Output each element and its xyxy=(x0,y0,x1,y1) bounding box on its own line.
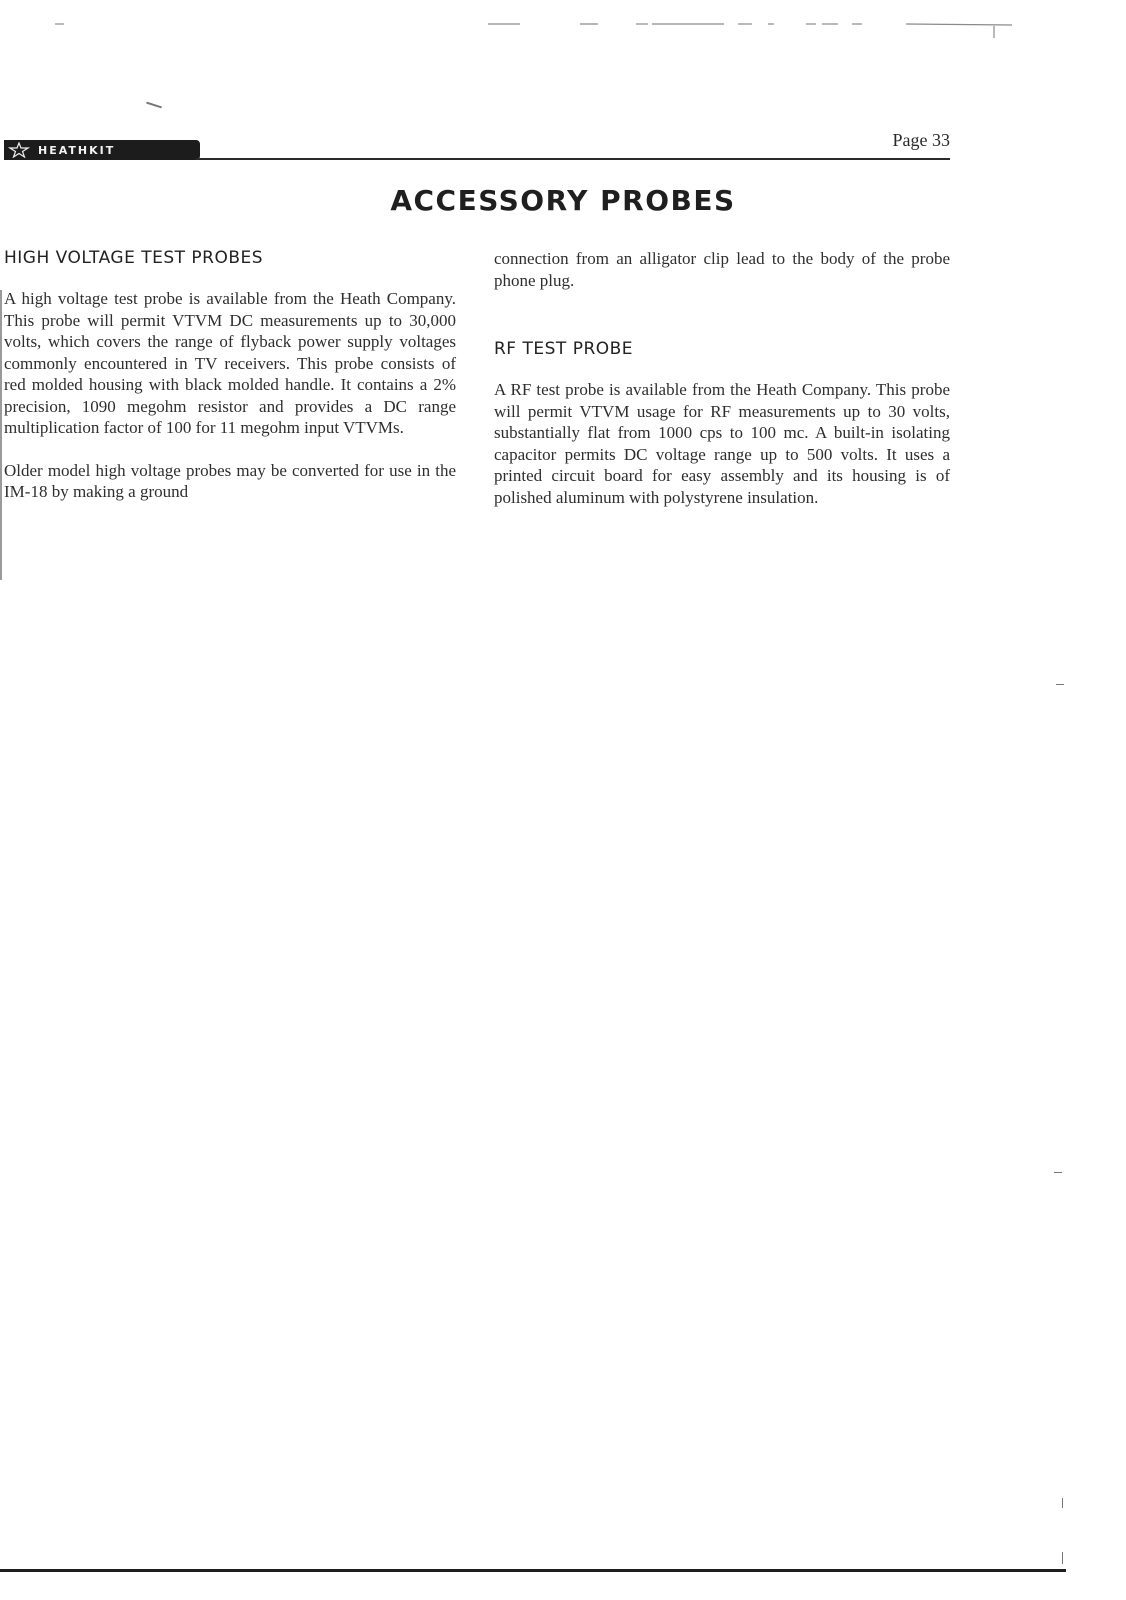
heathkit-logo xyxy=(0,140,202,162)
bottom-rule xyxy=(0,1569,1066,1572)
left-column xyxy=(4,248,456,524)
scan-artifact-mark xyxy=(1054,1172,1062,1173)
paragraph: A RF test probe is available from the Heath Company. This probe will permit VTVM usage for RF measurements up to 30 volts, substantially flat from 1000 cps to 100 mc. A built-in isolating capacitor permits DC voltage range up to 500 volts. It uses a printed circuit board for easy assembly and its housing is of polished aluminum with polystyrene insulation. xyxy=(494,380,950,507)
logo-badge xyxy=(4,140,200,160)
page-title: ACCESSORY PROBES xyxy=(390,184,736,217)
scan-artifact-marks xyxy=(0,18,1126,38)
paragraph: Older model high voltage probes may be converted for use in the IM-18 by making a ground xyxy=(4,460,456,501)
paragraph-continuation: connection from an alligator clip lead to the body of the probe phone plug. xyxy=(494,249,950,290)
paragraph: A high voltage test probe is available from the Heath Company. This probe will permit VTVM DC measurements up to 30,000 volts, which covers the range of flyback power supply voltages commonly encountered in TV receivers. This probe consists of red molded housing with black molded handle. It contains a 2% precision, 1090 megohm resistor and provides a DC range multiplication factor of 100 for 11 megohm input VTVMs. xyxy=(4,289,456,437)
scan-artifact-mark xyxy=(146,102,162,109)
logo-text: HEATHKIT xyxy=(38,143,116,157)
page-number: Page 33 xyxy=(892,130,950,150)
header-rule xyxy=(196,158,950,160)
section-heading-rf: RF TEST PROBE xyxy=(494,339,634,359)
scan-artifact-mark xyxy=(1062,1498,1063,1508)
right-column xyxy=(494,248,950,529)
section-heading-high-voltage: HIGH VOLTAGE TEST PROBES xyxy=(4,248,264,268)
scan-edge-shadow xyxy=(0,290,2,580)
scan-artifact-mark xyxy=(1062,1552,1063,1564)
star-icon xyxy=(4,140,34,160)
scan-artifact-mark xyxy=(1056,684,1064,685)
